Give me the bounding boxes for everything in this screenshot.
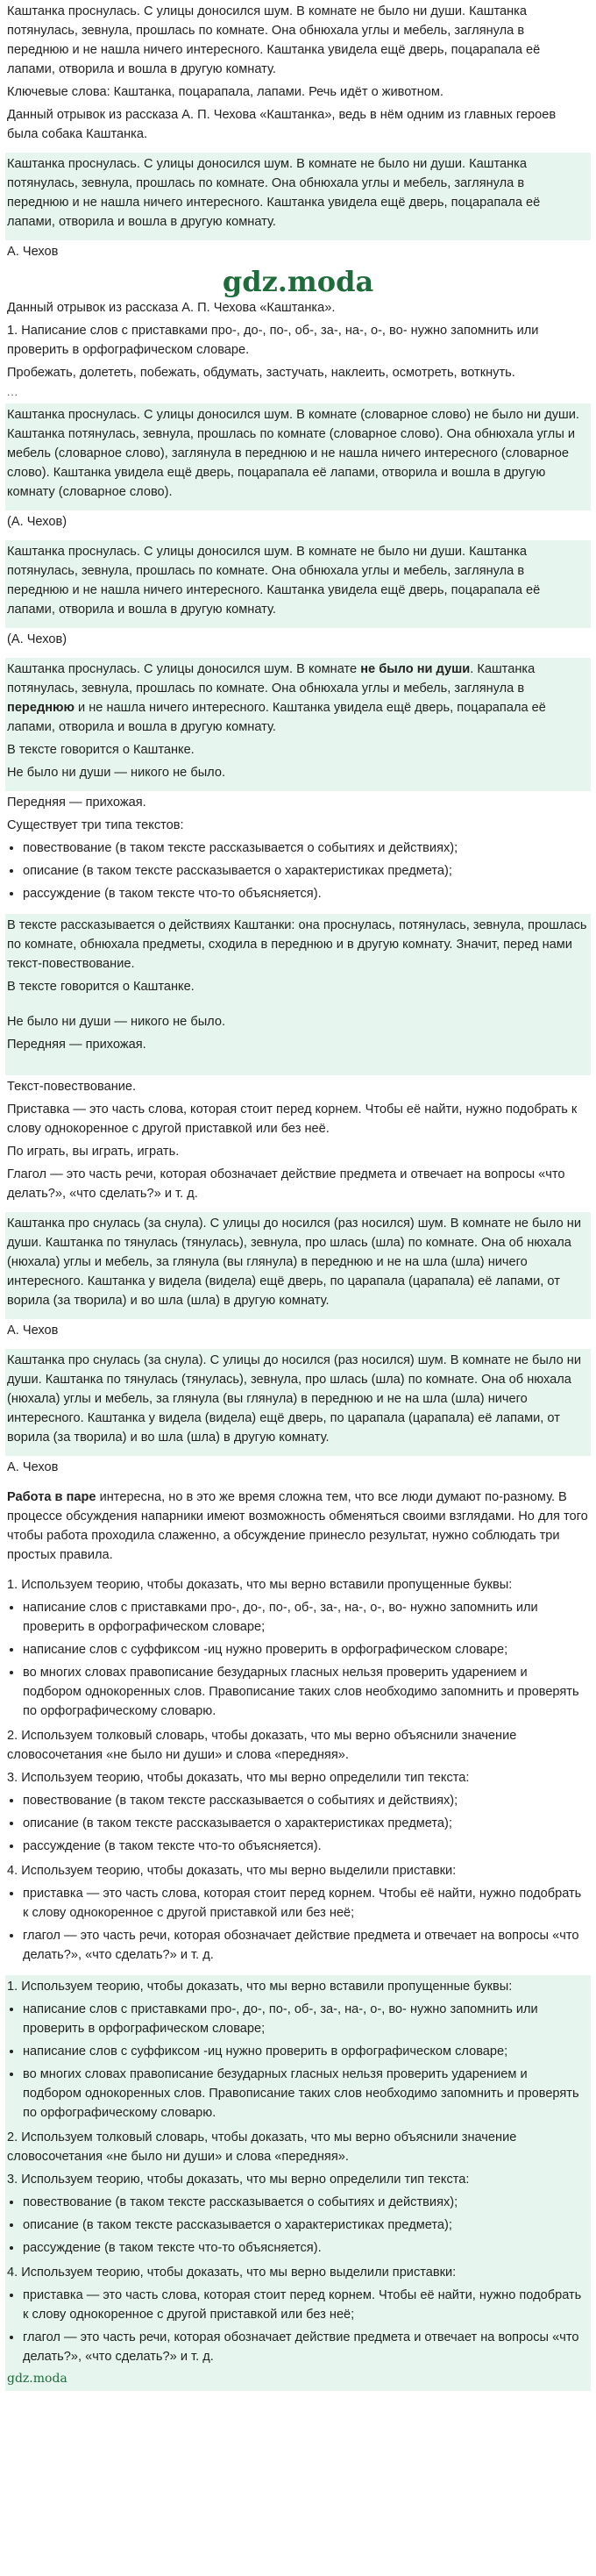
proof-3-list bbox=[7, 1791, 589, 1856]
proof-item: • приставка — это часть слова, которая стоит перед корнем. Чтобы её найти, нужно подобрать к слову однокоренное с другой приставкой или без неё; bbox=[23, 2286, 589, 2324]
excerpt-d-l2: Не было ни души — никого не было. bbox=[7, 766, 226, 780]
excerpt-d-l1: В тексте говорится о Каштанке. bbox=[7, 743, 195, 757]
watermark: gdz.moda bbox=[222, 265, 374, 298]
proof-item: • написание слов с суффиксом -иц нужно проверить в орфографическом словаре; bbox=[23, 1640, 589, 1659]
source-note: Данный отрывок из рассказа А. П. Чехова «Каштанка», ведь в нём одним из главных героев была собака Каштанка. bbox=[7, 108, 557, 141]
proof-item: • написание слов с суффиксом -иц нужно проверить в орфографическом словаре; bbox=[23, 2042, 589, 2061]
proof-item: • во многих словах правописание безударных гласных нельзя проверить ударением и подбором однокоренных слов. Правописание таких слов необходимо запомнить и проверять по орфографическому словарю. bbox=[23, 2065, 589, 2123]
word-list: Пробежать, долететь, побежать, обдумать, застучать, наклеить, осмотреть, воткнуть. bbox=[7, 366, 515, 380]
proof-item: • описание (в таком тексте рассказывается о характеристиках предмета); bbox=[23, 1814, 589, 1833]
pair-work-title: Работа в паре bbox=[7, 1490, 96, 1504]
excerpt-a-source: Данный отрывок из рассказа А. П. Чехова «Каштанка». bbox=[7, 301, 336, 315]
excerpt-d-text bbox=[7, 660, 589, 737]
narrative-section bbox=[5, 914, 591, 1075]
intro-section bbox=[5, 0, 591, 153]
excerpt-e-meta bbox=[5, 1319, 591, 1349]
excerpt-d-post: и не нашла ничего интересного. Каштанка увидела ещё дверь, поцарапала её лапами, отворила и вошла в другую комнату. bbox=[7, 701, 546, 734]
types-list bbox=[7, 838, 589, 903]
proof-item: • глагол — это часть речи, которая обозначает действие предмета и отвечает на вопросы «что делать?», «что сделать?» и т. д. bbox=[23, 1926, 589, 1965]
highlight-word: переднюю bbox=[7, 701, 74, 715]
excerpt-f-author: А. Чехов bbox=[7, 1460, 59, 1474]
proof-1-list bbox=[7, 1598, 589, 1721]
excerpt-d-l3: Передняя — прихожая. bbox=[7, 796, 146, 810]
prefix-example: По играть, вы играть, играть. bbox=[7, 1145, 180, 1159]
proof-4-list bbox=[7, 1884, 589, 1965]
excerpt-c bbox=[5, 540, 591, 628]
proof-1-heading: 1. Используем теорию, чтобы доказать, что мы верно вставили пропущенные буквы: bbox=[7, 1980, 513, 1994]
proof-1-heading: 1. Используем теорию, чтобы доказать, что мы верно вставили пропущенные буквы: bbox=[7, 1578, 513, 1592]
excerpt-f-meta bbox=[5, 1456, 591, 1486]
proof-item: • написание слов с приставками про-, до-, по-, об-, за-, на-, о-, во- нужно запомнить или проверить в орфографическом словаре; bbox=[23, 1598, 589, 1637]
excerpt-d bbox=[5, 658, 591, 791]
excerpt-c-author: (А. Чехов) bbox=[7, 632, 67, 646]
proof-item: • описание (в таком тексте рассказывается о характеристиках предмета); bbox=[23, 2216, 589, 2235]
excerpt-e-text: Каштанка про снулась (за снула). С улицы до носился (раз носился) шум. В комнате не было ни души. Каштанка по тянулась (тянулась), зевнула, про шлась (шла) по комнате. Она об нюхала (нюхала) углы и мебель, за глянула (вы глянула) в переднюю и не на шла (шла) ничего интересного. Каштанка у видела (видела) ещё дверь, по царапала (царапала) её лапами, от ворила (за творила) и во шла (шла) в другую комнату. bbox=[7, 1217, 581, 1308]
prefix-theory bbox=[5, 1075, 591, 1212]
proof-4-heading: 4. Используем теорию, чтобы доказать, что мы верно выделили приставки: bbox=[7, 2266, 457, 2280]
excerpt-a bbox=[5, 153, 591, 240]
excerpt-b-text: Каштанка проснулась. С улицы доносился шум. В комнате (словарное слово) не было ни души. Каштанка потянулась, зевнула, прошлась по комнате (словарное слово). Она обнюхала углы и мебель (словарное слово), заглянула в переднюю и не нашла ничего интересного (словарное слово). Каштанка увидела ещё дверь, поцарапала её лапами, отворила и вошла в другую комнату (словарное слово). bbox=[7, 408, 579, 499]
type-item: • рассуждение (в таком тексте что-то объясняется). bbox=[23, 884, 589, 903]
proof-3-heading: 3. Используем теорию, чтобы доказать, что мы верно определили тип текста: bbox=[7, 1771, 470, 1785]
highlight-phrase: не было ни души bbox=[360, 662, 471, 676]
watermark-small: gdz.moda bbox=[7, 2372, 67, 2386]
type-item: • повествование (в таком тексте рассказывается о событиях и действиях); bbox=[23, 838, 589, 858]
proof-item: • повествование (в таком тексте рассказывается о событиях и действиях); bbox=[23, 2193, 589, 2212]
excerpt-a-author: А. Чехов bbox=[7, 245, 59, 259]
excerpt-c-meta bbox=[5, 628, 591, 658]
proof-4-heading: 4. Используем теорию, чтобы доказать, что мы верно выделили приставки: bbox=[7, 1864, 457, 1878]
proof-item: • приставка — это часть слова, которая стоит перед корнем. Чтобы её найти, нужно подобрать к слову однокоренное с другой приставкой или без неё; bbox=[23, 1884, 589, 1923]
proofs-2 bbox=[5, 1975, 591, 2391]
intro-text: Каштанка проснулась. С улицы доносился шум. В комнате не было ни души. Каштанка потянулась, зевнула, прошлась по комнате. Она обнюхала углы и мебель, заглянула в переднюю и не нашла ничего интересного. Каштанка увидела ещё дверь, поцарапала её лапами, отворила и вошла в другую комнату. bbox=[7, 4, 541, 76]
prefix-definition: Приставка — это часть слова, которая стоит перед корнем. Чтобы её найти, нужно подобрать к слову однокоренное с другой приставкой или без неё. bbox=[7, 1102, 578, 1136]
excerpt-e bbox=[5, 1212, 591, 1319]
ellipsis: ... bbox=[7, 386, 19, 398]
excerpt-b-meta bbox=[5, 510, 591, 540]
proof-item: • повествование (в таком тексте рассказывается о событиях и действиях); bbox=[23, 1791, 589, 1810]
narrative-topic: В тексте говорится о Каштанке. bbox=[7, 980, 195, 994]
excerpt-c-text: Каштанка проснулась. С улицы доносился шум. В комнате не было ни души. Каштанка потянулась, зевнула, прошлась по комнате. Она обнюхала углы и мебель, заглянула в переднюю и не нашла ничего интересного. Каштанка увидела ещё дверь, поцарапала её лапами, отворила и вошла в другую комнату. bbox=[7, 545, 541, 617]
proof-item: • рассуждение (в таком тексте что-то объясняется). bbox=[23, 2238, 589, 2258]
excerpt-f bbox=[5, 1349, 591, 1456]
type-item: • описание (в таком тексте рассказывается о характеристиках предмета); bbox=[23, 861, 589, 881]
excerpt-d-pre: Каштанка проснулась. С улицы доносился шум. В комнате bbox=[7, 662, 358, 676]
excerpt-a-notes bbox=[5, 240, 591, 403]
excerpt-d-mid: . Каштанка потянулась, зевнула, прошлась по комнате. Она обнюхала углы и мебель, заглянула в bbox=[7, 662, 536, 696]
narrative-explanation: В тексте рассказывается о действиях Каштанки: она проснулась, потянулась, зевнула, прошлась по комнате, обнюхала предметы, сходила в переднюю и в другую комнату. Значит, перед нами текст-повествование. bbox=[7, 918, 587, 971]
excerpt-b bbox=[5, 403, 591, 510]
excerpt-f-text: Каштанка про снулась (за снула). С улицы до носился (раз носился) шум. В комнате не было ни души. Каштанка по тянулась (тянулась), зевнула, про шлась (шла) по комнате. Она об нюхала (нюхала) углы и мебель, за глянула (вы глянула) в переднюю и не на шла (шла) ничего интересного. Каштанка у видела (видела) ещё дверь, по царапала (царапала) её лапами, от ворила (за творила) и во шла (шла) в другую комнату. bbox=[7, 1353, 581, 1445]
narrative-meaning: Не было ни души — никого не было. bbox=[7, 1015, 226, 1029]
excerpt-d-l4: Существует три типа текстов: bbox=[7, 818, 184, 832]
proof-item: • рассуждение (в таком тексте что-то объясняется). bbox=[23, 1837, 589, 1856]
proof-item: • написание слов с приставками про-, до-, по-, об-, за-, на-, о-, во- нужно запомнить или проверить в орфографическом словаре; bbox=[23, 2000, 589, 2038]
proof-item: • глагол — это часть речи, которая обозначает действие предмета и отвечает на вопросы «что делать?», «что сделать?» и т. д. bbox=[23, 2328, 589, 2366]
proof-2-heading: 2. Используем толковый словарь, чтобы доказать, что мы верно объяснили значение словосочетания «не было ни души» и слова «передняя». bbox=[7, 2130, 517, 2164]
text-types bbox=[5, 791, 591, 914]
excerpt-a-text: Каштанка проснулась. С улицы доносился шум. В комнате не было ни души. Каштанка потянулась, зевнула, прошлась по комнате. Она обнюхала углы и мебель, заглянула в переднюю и не нашла ничего интересного. Каштанка увидела ещё дверь, поцарапала её лапами, отворила и вошла в другую комнату. bbox=[7, 157, 541, 229]
pair-work bbox=[5, 1486, 591, 1573]
pair-work-lead: интересна, но в это же время сложна тем, что все люди думают по-разному. В процессе обсуждения напарники имеют возможность обменяться своими взглядами. Но для того чтобы работа проходила слаженно, а обсуждение принесло результат, нужно соблюдать три простых правила. bbox=[7, 1490, 588, 1562]
narrative-synonym: Передняя — прихожая. bbox=[7, 1038, 146, 1052]
proof-1-list bbox=[7, 2000, 589, 2123]
pair-work-text bbox=[7, 1488, 589, 1565]
proof-3-heading: 3. Используем теорию, чтобы доказать, что мы верно определили тип текста: bbox=[7, 2173, 470, 2187]
verb-definition: Глагол — это часть речи, которая обозначает действие предмета и отвечает на вопросы «что делать?», «что сделать?» и т. д. bbox=[7, 1167, 565, 1201]
proof-2-heading: 2. Используем толковый словарь, чтобы доказать, что мы верно объяснили значение словосочетания «не было ни души» и слова «передняя». bbox=[7, 1729, 517, 1762]
text-type: Текст-повествование. bbox=[7, 1080, 137, 1094]
excerpt-e-author: А. Чехов bbox=[7, 1324, 59, 1338]
proof-3-list bbox=[7, 2193, 589, 2258]
keywords: Ключевые слова: Каштанка, поцарапала, лапами. Речь идёт о животном. bbox=[7, 85, 443, 99]
rule-prefixes: 1. Написание слов с приставками про-, до-, по-, об-, за-, на-, о-, во- нужно запомнить или проверить в орфографическом словаре. bbox=[7, 324, 539, 357]
proofs-1 bbox=[5, 1573, 591, 1975]
excerpt-b-author: (А. Чехов) bbox=[7, 515, 67, 529]
proof-4-list bbox=[7, 2286, 589, 2366]
proof-item: • во многих словах правописание безударных гласных нельзя проверить ударением и подбором однокоренных слов. Правописание таких слов необходимо запомнить и проверять по орфографическому словарю. bbox=[23, 1663, 589, 1721]
